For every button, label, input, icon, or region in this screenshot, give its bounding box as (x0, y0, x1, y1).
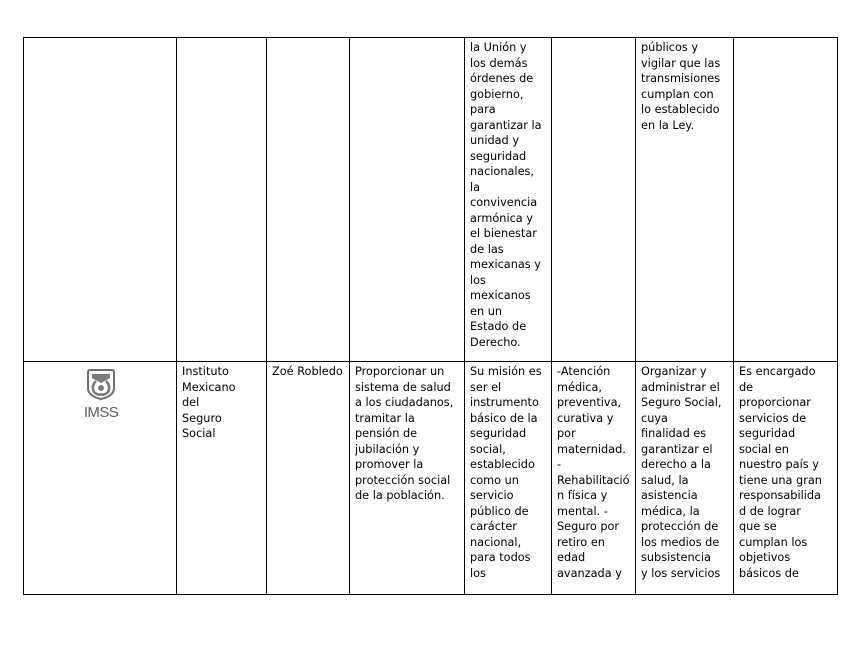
table-cell (552, 38, 636, 362)
cell-text: la Unión y los demás órdenes de gobierno, para garantizar la unidad y seguridad nacionales, la convivencia armónica y el bienestar de las mexicanas y los mexicanos en un Estado de Derecho. (470, 41, 542, 349)
services-text: -Atención médica, preventiva, curativa y por maternidad. - Rehabilitació n física y mental. - Seguro por retiro en edad avanzada y (557, 365, 630, 580)
responsibility-text: Es encargado de proporcionar servicios de seguridad social en nuestro país y tiene una gran responsabilida d de lograr que se cumplan los objetivos básicos de (739, 365, 822, 580)
cell-text: públicos y vigilar que las transmisiones cumplan con lo establecido en la Ley. (641, 41, 721, 132)
table-cell (636, 38, 734, 362)
institutions-table (23, 37, 838, 595)
table-cell (465, 38, 552, 362)
imss-logo-icon (77, 366, 125, 424)
table-row (24, 362, 838, 595)
table-cell (734, 38, 838, 362)
leader-name: Zoé Robledo (272, 365, 343, 378)
table-row (24, 38, 838, 362)
table-cell (267, 362, 350, 595)
institution-name: Instituto Mexicano del Seguro Social (182, 365, 236, 440)
table-cell (24, 38, 177, 362)
logo-cell (24, 362, 177, 595)
table-cell (350, 38, 465, 362)
table-cell (267, 38, 350, 362)
functions-text: Organizar y administrar el Seguro Social, cuya finalidad es garantizar el derecho a la salud, la asistencia médica, la protección de los medios de subsistencia y los servicios (641, 365, 722, 580)
table-cell (350, 362, 465, 595)
table-cell (465, 362, 552, 595)
table-cell (177, 38, 267, 362)
table-cell (177, 362, 267, 595)
objective-text: Proporcionar un sistema de salud a los ciudadanos, tramitar la pensión de jubilación y promover la protección social de la población. (355, 365, 454, 502)
table-cell (552, 362, 636, 595)
table-cell (734, 362, 838, 595)
logo-wordmark: IMSS (83, 404, 118, 421)
table-cell (636, 362, 734, 595)
mission-text: Su misión es ser el instrumento básico de la seguridad social, establecido como un servicio público de carácter nacional, para todos los (470, 365, 542, 580)
